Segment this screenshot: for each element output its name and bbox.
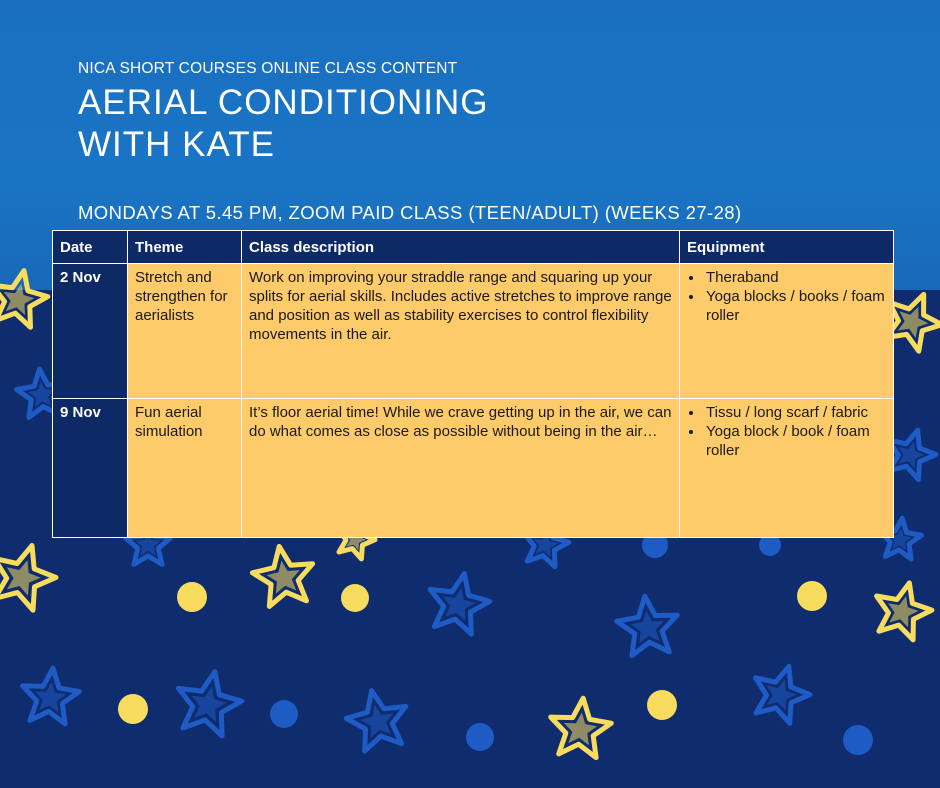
page-title <box>78 82 489 166</box>
equipment-list <box>687 403 886 460</box>
description-cell: It’s floor aerial time! While we crave getting up in the air, we can do what comes as close as possible without being in the air… <box>242 399 680 538</box>
equipment-item: • Yoga block / book / foam roller <box>704 422 886 460</box>
dot-icon <box>466 723 494 751</box>
dot-icon <box>647 690 677 720</box>
title-line-1: AERIAL CONDITIONING <box>78 83 489 122</box>
theme-cell: Stretch and strengthen for aerialists <box>128 264 242 399</box>
title-line-2: WITH KATE <box>78 125 275 164</box>
equipment-item: • Tissu / long scarf / fabric <box>704 403 886 422</box>
table-row <box>53 264 894 399</box>
course-subtitle: NICA SHORT COURSES ONLINE CLASS CONTENT <box>78 60 458 77</box>
column-header-date: Date <box>53 231 128 264</box>
theme-cell: Fun aerial simulation <box>128 399 242 538</box>
equipment-cell <box>680 264 894 399</box>
dot-icon <box>270 700 298 728</box>
dot-icon <box>797 581 827 611</box>
table-header-row <box>53 231 894 264</box>
column-header-equipment: Equipment <box>680 231 894 264</box>
class-schedule-info: MONDAYS AT 5.45 PM, ZOOM PAID CLASS (TEEN/ADULT) (WEEKS 27-28) <box>78 202 742 223</box>
equipment-item: • Theraband <box>704 268 886 287</box>
date-cell: 9 Nov <box>53 399 128 538</box>
table-row <box>53 399 894 538</box>
dot-icon <box>843 725 873 755</box>
equipment-item: • Yoga blocks / books / foam roller <box>704 287 886 325</box>
equipment-cell <box>680 399 894 538</box>
column-header-theme: Theme <box>128 231 242 264</box>
equipment-list <box>687 268 886 325</box>
dot-icon <box>341 584 369 612</box>
dot-icon <box>118 694 148 724</box>
date-cell: 2 Nov <box>53 264 128 399</box>
column-header-description: Class description <box>242 231 680 264</box>
description-cell: Work on improving your straddle range and squaring up your splits for aerial skills. Includes active stretches to improve range and position as well as stability exercises to control flexibility movements in the air. <box>242 264 680 399</box>
class-content-table <box>52 230 894 538</box>
dot-icon <box>177 582 207 612</box>
